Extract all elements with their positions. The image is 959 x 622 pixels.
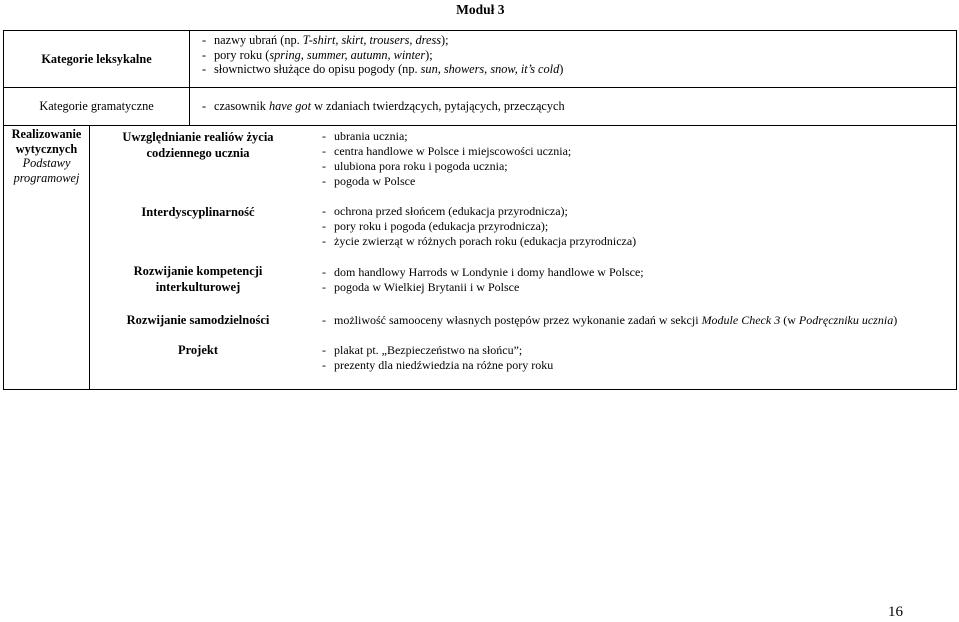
- section-label-intercultural: Rozwijanie kompetencji interkulturowej: [133, 264, 263, 294]
- lexical-content: [190, 31, 957, 88]
- grammar-label: Kategorie gramatyczne: [4, 88, 190, 126]
- section-label-project: Projekt: [177, 343, 219, 357]
- section-content-independence: - możliwość samooceny własnych postępów przez wykonanie zadań w sekcji Module Check 3 (w Podręczniku ucznia): [322, 313, 898, 327]
- section-content-project: - plakat pt. „Bezpieczeństwo na słońcu”; - prezenty dla niedźwiedzia na różne pory roku: [322, 343, 554, 372]
- realization-row: [4, 126, 957, 390]
- section-label-independence: Rozwijanie samodzielności: [126, 313, 270, 327]
- lexical-label: Kategorie leksykalne: [4, 31, 190, 88]
- realization-sections: [90, 126, 957, 390]
- module-title: Moduł 3: [4, 0, 957, 31]
- module-table: [3, 0, 957, 390]
- realization-label: Realizowanie wytycznych Podstawy programowej: [4, 126, 90, 390]
- section-content-daily-life: - ubrania ucznia; - centra handlowe w Polsce i miejscowości ucznia; - ulubiona pora roku i pogoda ucznia; - pogoda w Polsce: [322, 129, 572, 188]
- page-number: 16: [888, 604, 903, 620]
- section-label-interdisciplinary: Interdyscyplinarność: [141, 205, 255, 219]
- lexical-item: - nazwy ubrań (np. T-shirt, skirt, trousers, dress);: [202, 33, 449, 47]
- grammar-row: [4, 88, 957, 126]
- grammar-content: - czasownik have got w zdaniach twierdzących, pytających, przeczących: [190, 88, 957, 126]
- module-header-row: [4, 0, 957, 31]
- section-content-intercultural: - dom handlowy Harrods w Londynie i domy handlowe w Polsce; - pogoda w Wielkiej Brytanii i w Polsce: [322, 265, 644, 294]
- section-content-interdisciplinary: - ochrona przed słońcem (edukacja przyrodnicza); - pory roku i pogoda (edukacja przyrodnicza); - życie zwierząt w różnych porach roku (edukacja przyrodnicza): [322, 204, 637, 248]
- section-label-daily-life: Uwzględnianie realiów życia codziennego ucznia: [122, 130, 274, 160]
- lexical-row: [4, 31, 957, 88]
- lexical-item: - słownictwo służące do opisu pogody (np. sun, showers, snow, it’s cold): [202, 62, 564, 77]
- lexical-item: - pory roku (spring, summer, autumn, winter);: [202, 47, 433, 62]
